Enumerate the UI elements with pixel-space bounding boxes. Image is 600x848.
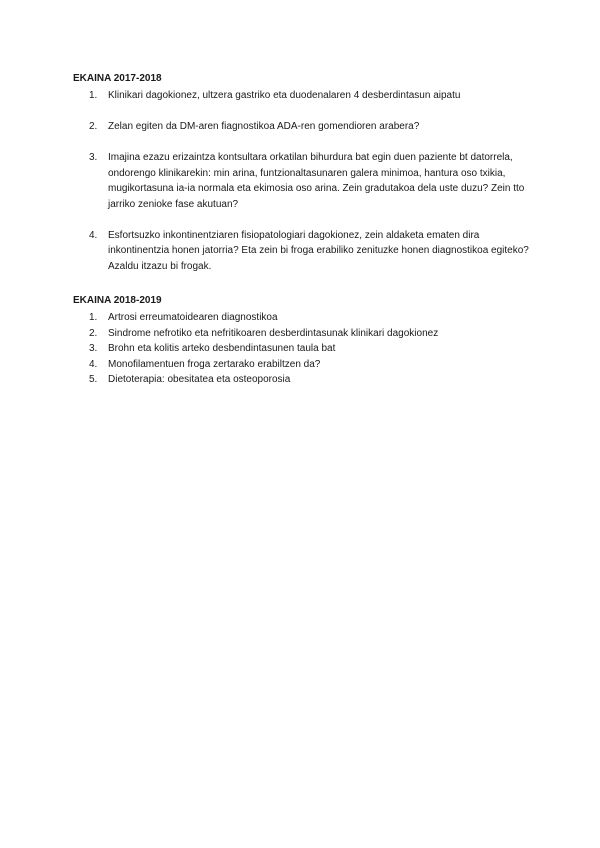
- section-2017-2018: [73, 72, 533, 290]
- list-item: [73, 326, 533, 342]
- item-number: 4.: [89, 358, 98, 370]
- list-item: [73, 150, 533, 212]
- item-number: 5.: [89, 374, 98, 385]
- item-number: 3.: [89, 343, 98, 354]
- item-text: Monofilamentuen froga zertarako erabiltzen da?: [108, 358, 321, 370]
- list-item: [73, 357, 533, 373]
- item-text: Brohn eta kolitis arteko desbendintasunen taula bat: [108, 343, 336, 354]
- list-item: [73, 372, 533, 388]
- item-text: Artrosi erreumatoidearen diagnostikoa: [108, 312, 278, 323]
- item-text: Dietoterapia: obesitatea eta osteoporosia: [108, 374, 291, 385]
- item-number: 3.: [89, 152, 98, 163]
- question-list: [73, 310, 533, 388]
- section-2018-2019: [73, 294, 533, 388]
- item-text: Zelan egiten da DM-aren fiagnostikoa ADA-ren gomendioren arabera?: [108, 121, 420, 132]
- list-item: [73, 119, 533, 135]
- item-text: Sindrome nefrotiko eta nefritikoaren desberdintasunak klinikari dagokionez: [108, 327, 439, 339]
- list-item: [73, 88, 533, 104]
- item-number: 1.: [89, 312, 98, 323]
- item-text: Klinikari dagokionez, ultzera gastriko eta duodenalaren 4 desberdintasun aipatu: [108, 90, 461, 101]
- item-text: Imajina ezazu erizaintza kontsultara orkatilan bihurdura bat egin duen paziente bt datorrela, ondorengo klinikarekin: min arina, funtzionaltasunaren galera minimoa, hantura oso txikia, mugikortasuna ia-ia normala eta ekimosia oso arina. Zein gradutakoa dela uste duzu? Zein tto jarriko zenioke fase akutuan?: [108, 152, 525, 210]
- list-item: [73, 228, 533, 275]
- section-heading: EKAINA 2018-2019: [73, 295, 162, 306]
- list-item: [73, 310, 533, 326]
- item-number: 2.: [89, 327, 98, 339]
- item-number: 2.: [89, 121, 98, 132]
- question-list: [73, 88, 533, 274]
- item-text: Esfortsuzko inkontinentziaren fisiopatologiari dagokionez, zein aldaketa ematen dira inkontinentzia honen jatorria? Eta zein bi froga erabiliko zenituzke honen diagnostikoa egiteko? Azaldu itzazu bi frogak.: [108, 229, 529, 272]
- item-number: 4.: [89, 229, 98, 241]
- section-heading: EKAINA 2017-2018: [73, 73, 162, 84]
- item-number: 1.: [89, 90, 98, 101]
- list-item: [73, 341, 533, 357]
